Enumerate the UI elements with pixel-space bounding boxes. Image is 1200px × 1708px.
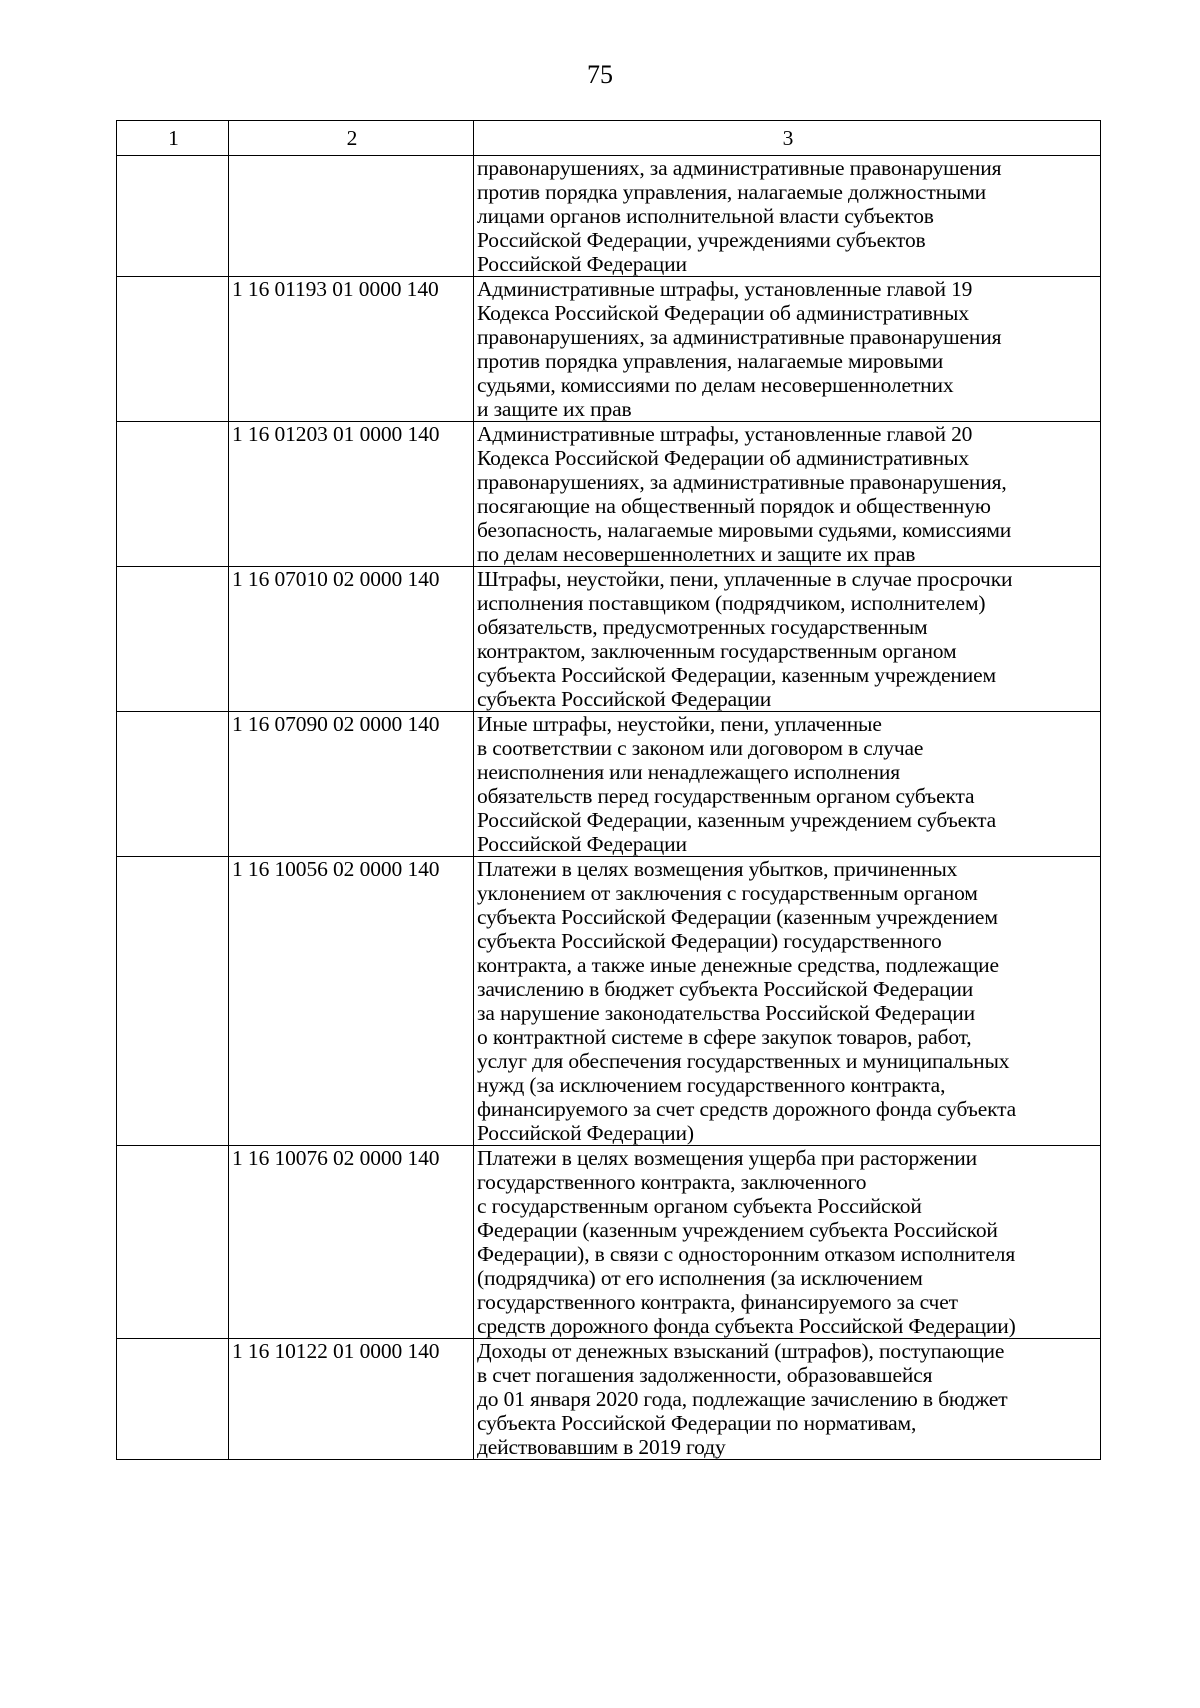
revenue-code-cell: 1 16 07010 02 0000 140 xyxy=(229,567,474,712)
row-col1-cell xyxy=(117,277,229,422)
page-number: 75 xyxy=(587,60,613,89)
revenue-code-cell xyxy=(229,156,474,277)
description-cell: Доходы от денежных взысканий (штрафов), поступающие в счет погашения задолженности, образовавшейся до 01 января 2020 года, подлежащие зачислению в бюджет субъекта Российской Федерации по нормативам, действовавшим в 2019 году xyxy=(474,1339,1101,1460)
revenue-code-cell: 1 16 10076 02 0000 140 xyxy=(229,1146,474,1339)
table-row xyxy=(117,712,1101,857)
description-cell: Платежи в целях возмещения убытков, причиненных уклонением от заключения с государственным органом субъекта Российской Федерации (казенным учреждением субъекта Российской Федерации) государственного контракта, а также иные денежные средства, подлежащие зачислению в бюджет субъекта Российской Федерации за нарушение законодательства Российской Федерации о контрактной системе в сфере закупок товаров, работ, услуг для обеспечения государственных и муниципальных нужд (за исключением государственного контракта, финансируемого за счет средств дорожного фонда субъекта Российской Федерации) xyxy=(474,857,1101,1146)
revenue-code-cell: 1 16 10056 02 0000 140 xyxy=(229,857,474,1146)
revenue-code-cell: 1 16 01203 01 0000 140 xyxy=(229,422,474,567)
table-row xyxy=(117,1146,1101,1339)
row-col1-cell xyxy=(117,1339,229,1460)
description-cell: Административные штрафы, установленные главой 20 Кодекса Российской Федерации об административных правонарушениях, за административные правонарушения, посягающие на общественный порядок и общественную безопасность, налагаемые мировыми судьями, комиссиями по делам несовершеннолетних и защите их прав xyxy=(474,422,1101,567)
description-cell: Иные штрафы, неустойки, пени, уплаченные в соответствии с законом или договором в случае неисполнения или ненадлежащего исполнения обязательств перед государственным органом субъекта Российской Федерации, казенным учреждением субъекта Российской Федерации xyxy=(474,712,1101,857)
description-cell: Платежи в целях возмещения ущерба при расторжении государственного контракта, заключенного с государственным органом субъекта Российской Федерации (казенным учреждением субъекта Российской Федерации), в связи с односторонним отказом исполнителя (подрядчика) от его исполнения (за исключением государственного контракта, финансируемого за счет средств дорожного фонда субъекта Российской Федерации) xyxy=(474,1146,1101,1339)
row-col1-cell xyxy=(117,1146,229,1339)
revenue-code-cell: 1 16 07090 02 0000 140 xyxy=(229,712,474,857)
table-row xyxy=(117,156,1101,277)
table-header-row xyxy=(117,121,1101,156)
row-col1-cell xyxy=(117,712,229,857)
revenue-code-cell: 1 16 10122 01 0000 140 xyxy=(229,1339,474,1460)
description-cell: Штрафы, неустойки, пени, уплаченные в случае просрочки исполнения поставщиком (подрядчиком, исполнителем) обязательств, предусмотренных государственным контрактом, заключенным государственным органом субъекта Российской Федерации, казенным учреждением субъекта Российской Федерации xyxy=(474,567,1101,712)
row-col1-cell xyxy=(117,857,229,1146)
row-col1-cell xyxy=(117,422,229,567)
header-col-1: 1 xyxy=(117,121,229,156)
description-cell: правонарушениях, за административные правонарушения против порядка управления, налагаемые должностными лицами органов исполнительной власти субъектов Российской Федерации, учреждениями субъектов Российской Федерации xyxy=(474,156,1101,277)
table-row xyxy=(117,857,1101,1146)
revenue-codes-table xyxy=(116,120,1101,1460)
table-row xyxy=(117,1339,1101,1460)
header-col-2: 2 xyxy=(229,121,474,156)
description-cell: Административные штрафы, установленные главой 19 Кодекса Российской Федерации об административных правонарушениях, за административные правонарушения против порядка управления, налагаемые мировыми судьями, комиссиями по делам несовершеннолетних и защите их прав xyxy=(474,277,1101,422)
row-col1-cell xyxy=(117,567,229,712)
table-row xyxy=(117,422,1101,567)
row-col1-cell xyxy=(117,156,229,277)
table-row xyxy=(117,567,1101,712)
header-col-3: 3 xyxy=(474,121,1101,156)
table-row xyxy=(117,277,1101,422)
revenue-code-cell: 1 16 01193 01 0000 140 xyxy=(229,277,474,422)
